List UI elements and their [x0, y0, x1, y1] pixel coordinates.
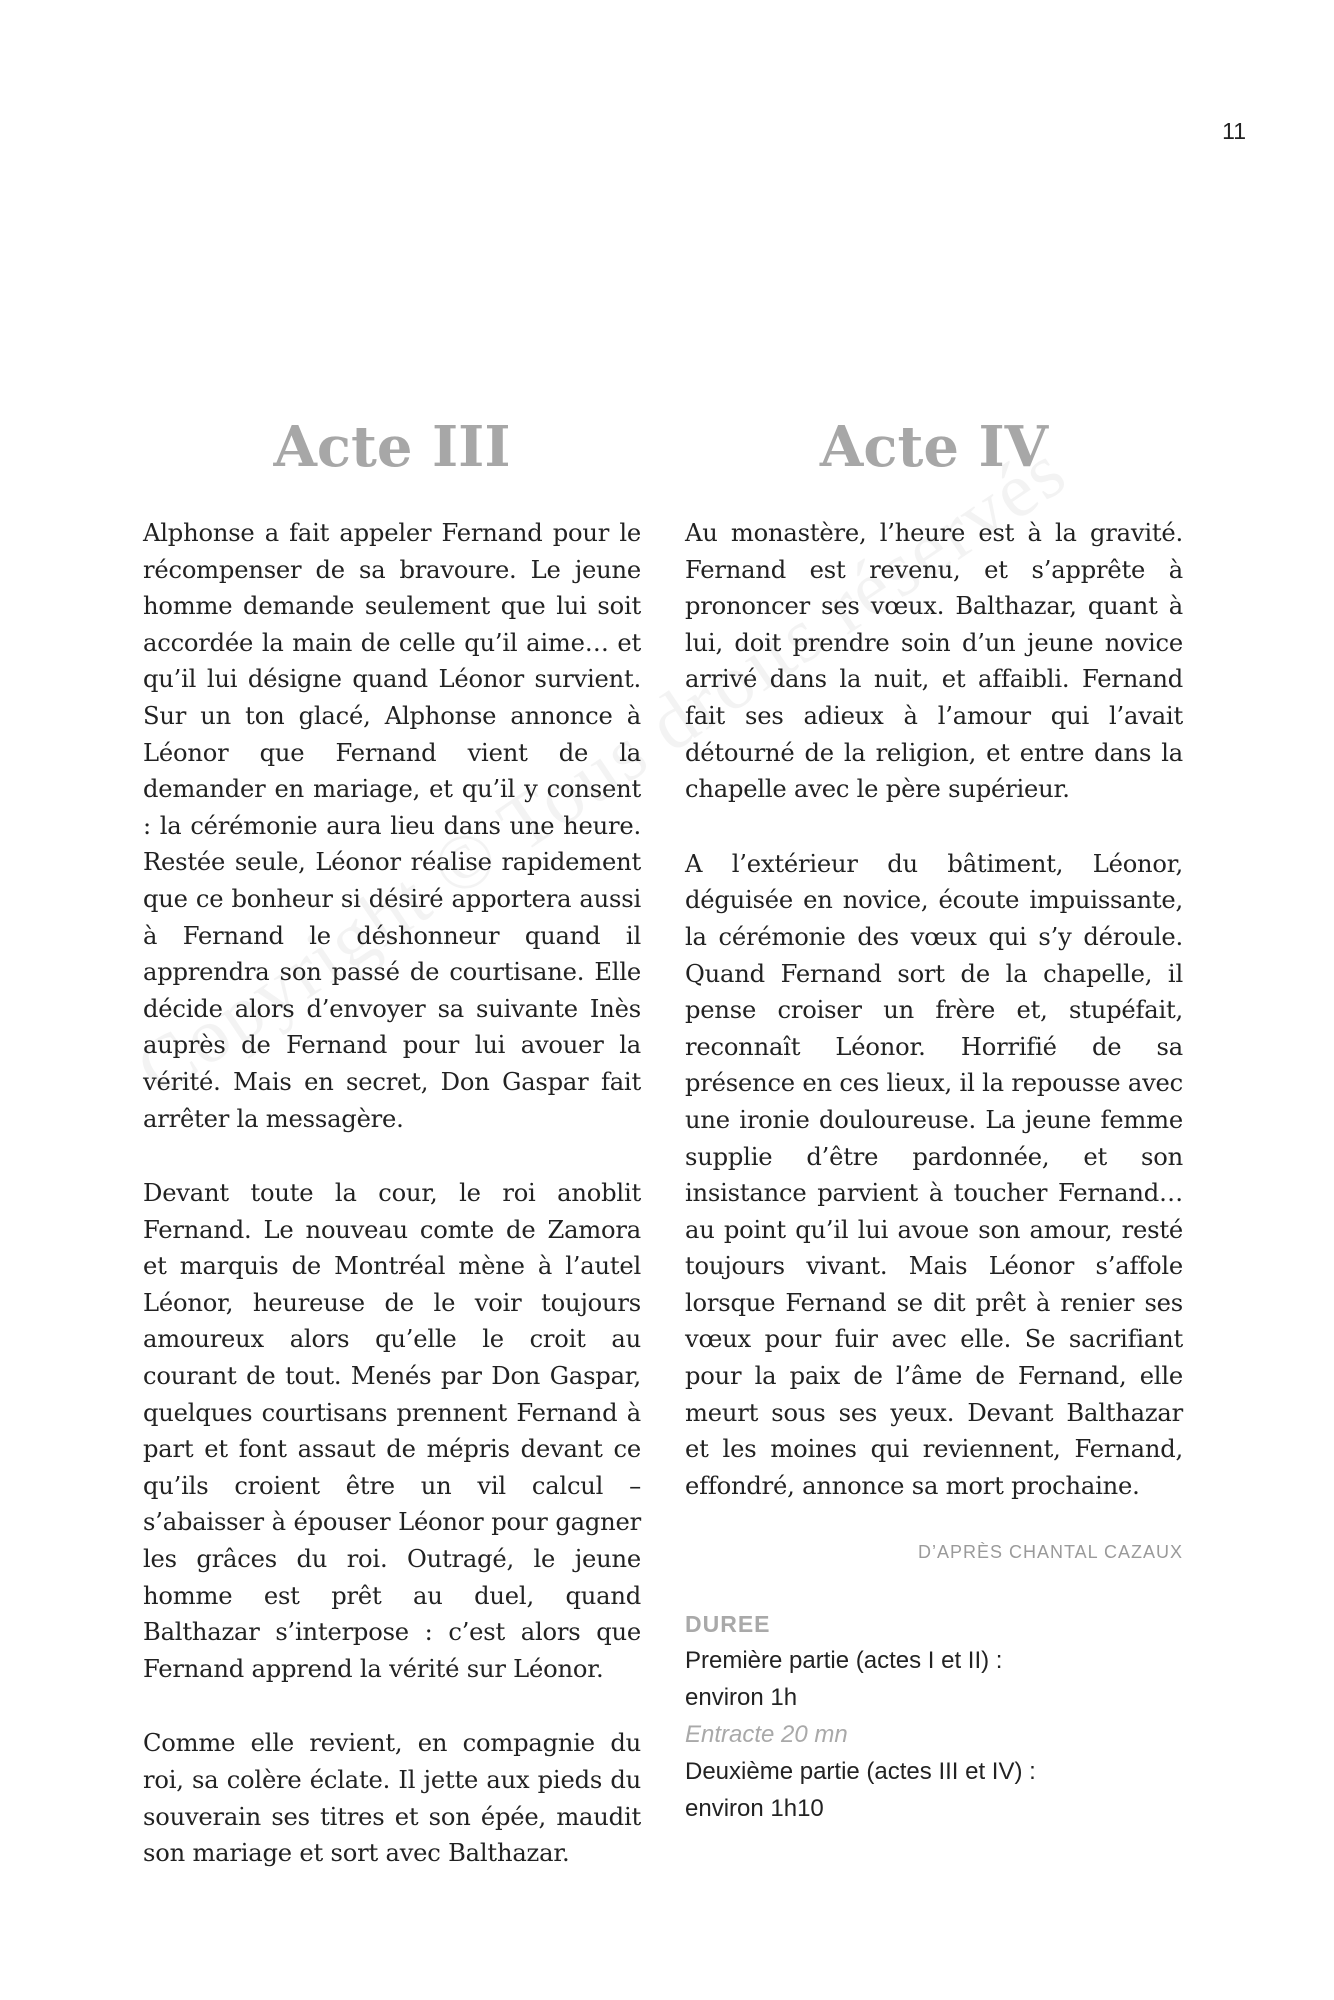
duration-line: environ 1h [685, 1684, 798, 1712]
act-four-column [685, 415, 1183, 1827]
act-three-paragraph: Comme elle revient, en compagnie du roi, sa colère éclate. Il jette aux pieds du souverain ses titres et son épée, maudit son mariage et sort avec Balthazar. [143, 1729, 641, 1868]
act-three-column [143, 415, 641, 1910]
act-three-paragraph: Alphonse a fait appeler Fernand pour le récompenser de sa bravoure. Le jeune homme demande seulement que lui soit accordée la main de celle qu’il aime… et qu’il lui désigne quand Léonor survient. Sur un ton glacé, Alphonse annonce à Léonor que Fernand vient de la demander en mariage, et qu’il y consent : la cérémonie aura lieu dans une heure. Restée seule, Léonor réalise rapidement que ce bonheur si désiré apportera aussi à Fernand le déshonneur quand il apprendra son passé de courtisane. Elle décide alors d’envoyer sa suivante Inès auprès de Fernand pour lui avouer la vérité. Mais en secret, Don Gaspar fait arrêter la messagère. [143, 519, 641, 1133]
duration-line: Deuxième partie (actes III et IV) : [685, 1758, 1036, 1786]
page-number: 11 [1222, 118, 1246, 144]
duration-line: environ 1h10 [685, 1795, 824, 1823]
act-four-title: Acte IV [819, 414, 1049, 480]
duration-block [685, 1611, 1183, 1827]
act-four-paragraph: Au monastère, l’heure est à la gravité. Fernand est revenu, et s’apprête à prononcer ses vœux. Balthazar, quant à lui, doit prendre soin d’un jeune novice arrivé dans la nuit, et affaibli. Fernand fait ses adieux à l’amour qui l’avait détourné de la religion, et entre dans la chapelle avec le père supérieur. [685, 519, 1183, 804]
duration-line: Première partie (actes I et II) : [685, 1647, 1003, 1675]
intermission-line: Entracte 20 mn [685, 1721, 848, 1749]
author-credit: D’APRÈS CHANTAL CAZAUX [917, 1542, 1183, 1563]
act-three-title: Acte III [273, 414, 511, 480]
act-three-paragraph: Devant toute la cour, le roi anoblit Fernand. Le nouveau comte de Zamora et marquis de Montréal mène à l’autel Léonor, heureuse de le voir toujours amoureux alors qu’elle le croit au courant de tout. Menés par Don Gaspar, quelques courtisans prennent Fernand à part et font assaut de mépris devant ce qu’ils croient être un vil calcul – s’abaisser à épouser Léonor pour gagner les grâces du roi. Outragé, le jeune homme est prêt au duel, quand Balthazar s’interpose : c’est alors que Fernand apprend la vérité sur Léonor. [143, 1179, 641, 1683]
act-four-paragraph: A l’extérieur du bâtiment, Léonor, déguisée en novice, écoute impuissante, la cérémonie des vœux qui s’y déroule. Quand Fernand sort de la chapelle, il pense croiser un frère et, stupéfait, reconnaît Léonor. Horrifié de sa présence en ces lieux, il la repousse avec une ironie douloureuse. La jeune femme supplie d’être pardonnée, et son insistance parvient à toucher Fernand… au point qu’il lui avoue son amour, resté toujours vivant. Mais Léonor s’affole lorsque Fernand se dit prêt à renier ses vœux pour fuir avec elle. Se sacrifiant pour la paix de l’âme de Fernand, elle meurt sous ses yeux. Devant Balthazar et les moines qui reviennent, Fernand, effondré, annonce sa mort prochaine. [685, 849, 1184, 1500]
duration-title: DUREE [685, 1611, 771, 1638]
